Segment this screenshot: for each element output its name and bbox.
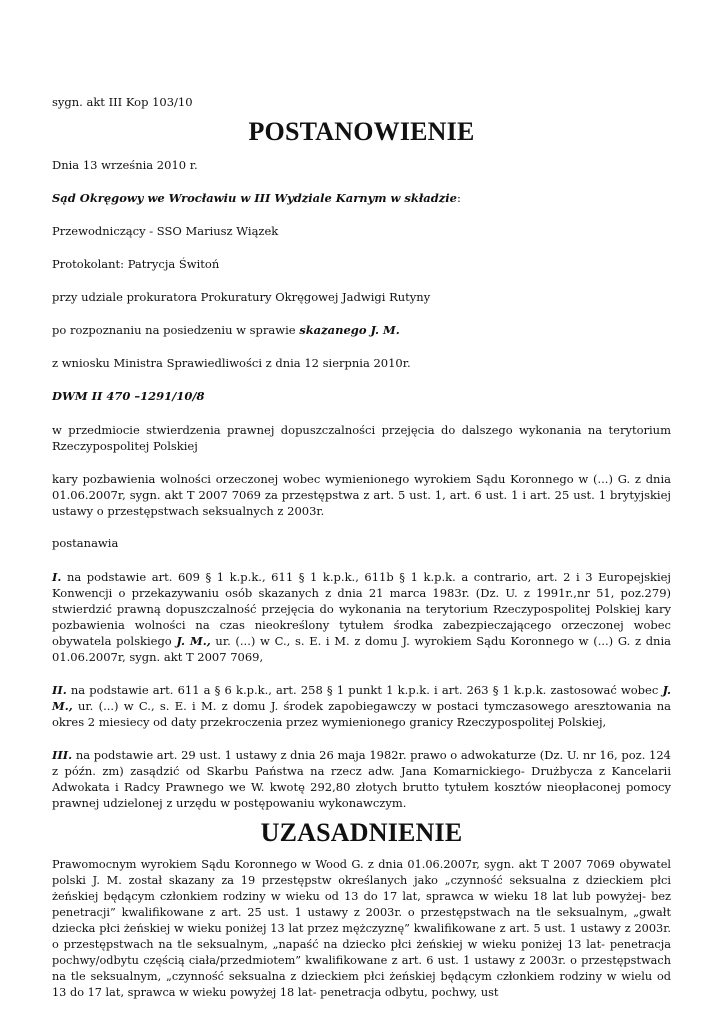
prosecutor-line: przy udziale prokuratora Prokuratury Okręgowej Jadwigi Rutyny bbox=[52, 290, 431, 304]
hearing-prefix: po rozpoznaniu na posiedzeniu w sprawie bbox=[52, 323, 300, 337]
presiding-judge: Przewodniczący - SSO Mariusz Wiązek bbox=[52, 224, 279, 238]
court-clerk: Protokolant: Patrycja Świtoń bbox=[52, 257, 220, 271]
case-reference: DWM II 470 –1291/10/8 bbox=[52, 389, 205, 403]
document-title: POSTANOWIENIE bbox=[248, 117, 475, 146]
convict-name: J. M., bbox=[52, 683, 671, 713]
court-composition bbox=[52, 191, 671, 206]
ruling-number: II. bbox=[52, 683, 67, 697]
justification-title: UZASADNIENIE bbox=[260, 818, 463, 847]
ruling-number: I. bbox=[52, 570, 62, 584]
ruling-text: na podstawie art. 609 § 1 k.p.k., 611 § 1 k.p.k., 611b § 1 k.p.k. a contrario, art. 2 i 3 Europejskiej Konwencji o przekazywaniu osób skazanych z dnia 21 marca 1983r. (Dz. U. z 1991r.,nr 51, poz.279) stwierdzić prawną dopuszczalność przejęcia do wykonania na terytorium Rzeczypospolitej Polskiej kary pozbawienia wolności na czas nieokreślony tytułem środka zabezpieczającego orzeczonej wobec obywatela polskiego bbox=[52, 570, 671, 648]
hearing-line bbox=[52, 323, 671, 338]
subject-paragraph: w przedmiocie stwierdzenia prawnej dopuszczalności przejęcia do dalszego wykonania na terytorium Rzeczypospolitej Polskiej bbox=[52, 423, 671, 453]
court-colon: : bbox=[457, 191, 461, 205]
ruling-text: na podstawie art. 29 ust. 1 ustawy z dnia 26 maja 1982r. prawo o adwokaturze (Dz. U. nr 16, poz. 124 z późn. zm) zasądzić od Skarbu Państwa na rzecz adw. Jana Komarnickiego- Drużbycza z Kancelarii Adwokata i Radcy Prawnego we W. kwotę 292,80 złotych brutto tytułem kosztów nieopłaconej pomocy prawnej udzielonej z urzędu w postępowaniu wykonawczym. bbox=[52, 748, 671, 810]
convict-name: skazanego J. M. bbox=[299, 323, 400, 337]
motion-line: z wniosku Ministra Sprawiedliwości z dnia 12 sierpnia 2010r. bbox=[52, 356, 411, 370]
ruling-point-2 bbox=[52, 682, 671, 730]
case-signature: sygn. akt III Kop 103/10 bbox=[52, 95, 193, 109]
penalty-paragraph: kary pozbawienia wolności orzeczonej wobec wymienionego wyrokiem Sądu Koronnego w (...) G. z dnia 01.06.2007r, sygn. akt T 2007 7069 za przestępstwa z art. 5 ust. 1, art. 6 ust. 1 i art. 25 ust. 1 brytyjskiej ustawy o przestępstwach seksualnych z 2003r. bbox=[52, 472, 671, 518]
ruling-point-1 bbox=[52, 569, 671, 665]
decision-date: Dnia 13 września 2010 r. bbox=[52, 158, 198, 172]
ruling-text-cont: ur. (...) w C., s. E. i M. z domu J. wyrokiem Sądu Koronnego w (...) G. z dnia 01.06.2007r, sygn. akt T 2007 7069, bbox=[52, 634, 671, 664]
ruling-point-3 bbox=[52, 747, 671, 811]
ruling-number: III. bbox=[52, 748, 73, 762]
convict-name: J. M., bbox=[176, 634, 211, 648]
justification-text: Prawomocnym wyrokiem Sądu Koronnego w Wood G. z dnia 01.06.2007r, sygn. akt T 2007 7069 obywatel polski J. M. został skazany za 19 przestępstw określanych jako „czynność seksualna z dzieckiem płci żeńskiej będącym członkiem rodziny w wieku od 13 do 17 lat, sprawca w wieku 18 lat lub powyżej- bez penetracji” kwalifikowane z art. 25 ust. 1 ustawy z 2003r. o przestępstwach na tle seksualnym, „gwałt dziecka płci żeńskiej w wieku poniżej 13 lat przez mężczyznę” kwalifikowane z art. 5 ust. 1 ustawy z 2003r. o przestępstwach na tle seksualnym, „napaść na dziecko płci żeńskiej w wieku poniżej 13 lat- penetracja pochwy/odbytu częścią ciała/przedmiotem” kwalifikowane z art. 6 ust. 1 ustawy z 2003r. o przestępstwach na tle seksualnym, „czynność seksualna z dzieckiem płci żeńskiej będącym członkiem rodziny w wielu od 13 do 17 lat, sprawca w wieku powyżej 18 lat- penetracja odbytu, pochwy, ust bbox=[52, 858, 671, 999]
ruling-text: na podstawie art. 611 a § 6 k.p.k., art. 258 § 1 punkt 1 k.p.k. i art. 263 § 1 k.p.k. zastosować wobec bbox=[66, 683, 663, 697]
decides-label: postanawia bbox=[52, 536, 119, 550]
ruling-text-cont: ur. (...) w C., s. E. i M. z domu J. środek zapobiegawczy w postaci tymczasowego aresztowania na okres 2 miesiecy od daty przekroczenia przez wymienionego granicy Rzeczypospolitej Polskiej, bbox=[52, 699, 671, 729]
court-name: Sąd Okręgowy we Wrocławiu w III Wydziale Karnym w składzie bbox=[52, 191, 457, 205]
